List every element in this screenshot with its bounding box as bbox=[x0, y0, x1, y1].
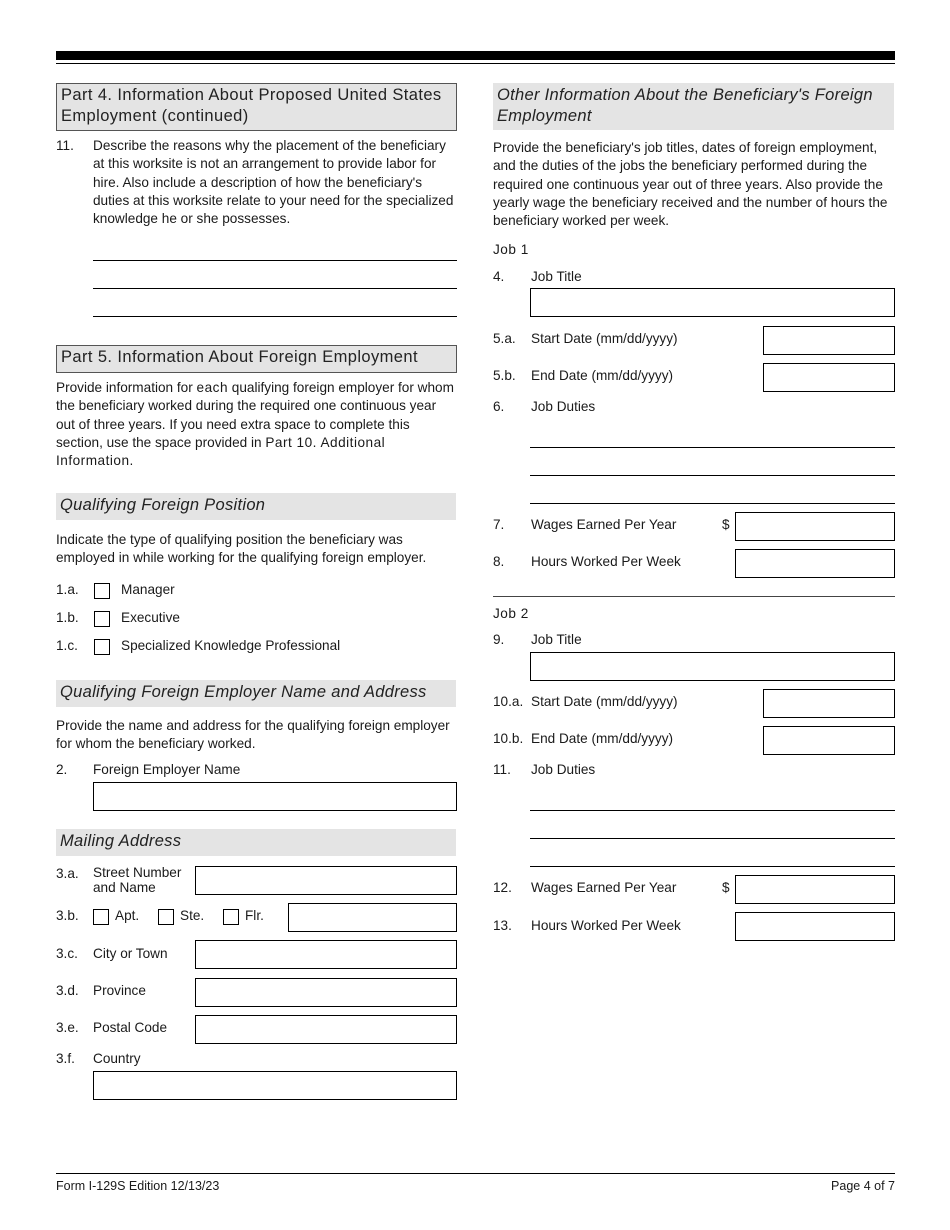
part5-intro bbox=[56, 379, 458, 470]
job1-duties-line-1[interactable] bbox=[530, 447, 895, 448]
qualifying-position-text: Indicate the type of qualifying position the beneficiary was employed in while working for the qualifying foreign employer. bbox=[56, 532, 427, 566]
part5-intro-ref: Part 10. Additional Information bbox=[56, 434, 386, 469]
apt-number: 3.b. bbox=[56, 908, 79, 923]
item-11-line-2[interactable] bbox=[93, 288, 457, 289]
province-label: Province bbox=[93, 983, 146, 998]
item-11-line-3[interactable] bbox=[93, 316, 457, 317]
manager-checkbox[interactable] bbox=[94, 583, 110, 599]
employer-text: Provide the name and address for the qualifying foreign employer for whom the beneficiary worked. bbox=[56, 718, 450, 752]
part5-intro-each: each bbox=[196, 380, 229, 395]
employer-header: Qualifying Foreign Employer Name and Address bbox=[56, 680, 456, 707]
job2-wages-number: 12. bbox=[493, 880, 512, 895]
option-manager-number: 1.a. bbox=[56, 582, 79, 597]
province-input[interactable] bbox=[195, 978, 457, 1007]
job2-dollar-sign: $ bbox=[722, 880, 730, 895]
job1-hours-number: 8. bbox=[493, 554, 505, 569]
country-label: Country bbox=[93, 1051, 141, 1066]
city-input[interactable] bbox=[195, 940, 457, 969]
part5-intro-a: Provide information for bbox=[56, 380, 197, 395]
job2-start-number: 10.a. bbox=[493, 694, 524, 709]
option-manager-label: Manager bbox=[121, 582, 175, 597]
city-number: 3.c. bbox=[56, 946, 78, 961]
country-number: 3.f. bbox=[56, 1051, 75, 1066]
job1-start-label: Start Date (mm/dd/yyyy) bbox=[531, 331, 678, 346]
part4-header: Part 4. Information About Proposed United States Employment (continued) bbox=[56, 83, 457, 131]
job2-hours-label: Hours Worked Per Week bbox=[531, 918, 681, 933]
job2-start-label: Start Date (mm/dd/yyyy) bbox=[531, 694, 678, 709]
footer-form-edition: Form I-129S Edition 12/13/23 bbox=[56, 1179, 220, 1193]
job2-end-label: End Date (mm/dd/yyyy) bbox=[531, 731, 674, 746]
job2-duties-number: 11. bbox=[493, 762, 511, 777]
job2-duties-line-3[interactable] bbox=[530, 866, 895, 867]
qualifying-position-header: Qualifying Foreign Position bbox=[56, 493, 456, 520]
job2-start-date-input[interactable] bbox=[763, 689, 895, 718]
job1-title-input[interactable] bbox=[530, 288, 895, 317]
province-number: 3.d. bbox=[56, 983, 79, 998]
job2-title-number: 9. bbox=[493, 632, 505, 647]
footer-page-number: Page 4 of 7 bbox=[831, 1179, 895, 1193]
job1-duties-number: 6. bbox=[493, 399, 505, 414]
job2-title-label: Job Title bbox=[531, 632, 582, 647]
part5-intro-b: qualifying foreign employer for whom the beneficiary worked during the required one continuous year out of three years. If you need extra space to complete this section, use the space provided in bbox=[56, 380, 454, 450]
job2-duties-line-2[interactable] bbox=[530, 838, 895, 839]
job2-hours-number: 13. bbox=[493, 918, 512, 933]
item-11-number: 11. bbox=[56, 138, 74, 153]
job2-heading: Job 2 bbox=[493, 606, 529, 621]
job1-duties-line-2[interactable] bbox=[530, 475, 895, 476]
job1-end-date-input[interactable] bbox=[763, 363, 895, 392]
job1-title-number: 4. bbox=[493, 269, 505, 284]
employer-name-number: 2. bbox=[56, 762, 68, 777]
employer-name-label: Foreign Employer Name bbox=[93, 762, 241, 777]
postal-code-input[interactable] bbox=[195, 1015, 457, 1044]
job1-hours-input[interactable] bbox=[735, 549, 895, 578]
ste-label: Ste. bbox=[180, 908, 205, 923]
job2-end-date-input[interactable] bbox=[763, 726, 895, 755]
job1-wages-input[interactable] bbox=[735, 512, 895, 541]
country-input[interactable] bbox=[93, 1071, 457, 1100]
job1-heading: Job 1 bbox=[493, 242, 529, 257]
job1-end-label: End Date (mm/dd/yyyy) bbox=[531, 368, 674, 383]
job-separator bbox=[493, 596, 895, 597]
job1-wages-number: 7. bbox=[493, 517, 505, 532]
executive-checkbox[interactable] bbox=[94, 611, 110, 627]
part5-intro-end: . bbox=[129, 453, 134, 469]
header-thin-rule bbox=[56, 63, 895, 64]
other-info-text: Provide the beneficiary's job titles, dates of foreign employment, and the duties of the jobs the beneficiary performed during the required one continuous year out of three years. Also provide the yearly wage the beneficiary received and the number of hours the beneficiary worked per week. bbox=[493, 140, 888, 229]
mailing-address-header: Mailing Address bbox=[56, 829, 456, 856]
footer-rule bbox=[56, 1173, 895, 1174]
job1-end-number: 5.b. bbox=[493, 368, 516, 383]
option-specialized-label: Specialized Knowledge Professional bbox=[121, 638, 341, 653]
other-info-header: Other Information About the Beneficiary's Foreign Employment bbox=[493, 83, 894, 130]
job2-title-input[interactable] bbox=[530, 652, 895, 681]
job2-wages-input[interactable] bbox=[735, 875, 895, 904]
header-thick-rule bbox=[56, 51, 895, 60]
item-11-line-1[interactable] bbox=[93, 260, 457, 261]
job2-duties-label: Job Duties bbox=[531, 762, 596, 777]
job1-duties-line-3[interactable] bbox=[530, 503, 895, 504]
street-number: 3.a. bbox=[56, 866, 79, 881]
option-executive-number: 1.b. bbox=[56, 610, 79, 625]
street-input[interactable] bbox=[195, 866, 457, 895]
job1-dollar-sign: $ bbox=[722, 517, 730, 532]
specialized-knowledge-checkbox[interactable] bbox=[94, 639, 110, 655]
employer-name-input[interactable] bbox=[93, 782, 457, 811]
postal-code-label: Postal Code bbox=[93, 1020, 168, 1035]
item-11-text: Describe the reasons why the placement of the beneficiary at this worksite is not an arrangement to provide labor for hire. Also include a description of how the beneficiary's duties at this worksite relate to your need for the specialized knowledge he or she possesses. bbox=[93, 138, 454, 227]
flr-checkbox[interactable] bbox=[223, 909, 239, 925]
job2-hours-input[interactable] bbox=[735, 912, 895, 941]
street-label: Street Number and Name bbox=[93, 865, 182, 895]
apt-checkbox[interactable] bbox=[93, 909, 109, 925]
job1-title-label: Job Title bbox=[531, 269, 582, 284]
job1-duties-label: Job Duties bbox=[531, 399, 596, 414]
option-executive-label: Executive bbox=[121, 610, 180, 625]
flr-label: Flr. bbox=[245, 908, 264, 923]
job1-hours-label: Hours Worked Per Week bbox=[531, 554, 681, 569]
job2-wages-label: Wages Earned Per Year bbox=[531, 880, 677, 895]
job1-start-date-input[interactable] bbox=[763, 326, 895, 355]
part5-header: Part 5. Information About Foreign Employment bbox=[56, 345, 457, 373]
option-specialized-number: 1.c. bbox=[56, 638, 78, 653]
ste-checkbox[interactable] bbox=[158, 909, 174, 925]
job1-start-number: 5.a. bbox=[493, 331, 516, 346]
job2-duties-line-1[interactable] bbox=[530, 810, 895, 811]
job2-end-number: 10.b. bbox=[493, 731, 524, 746]
apt-number-input[interactable] bbox=[288, 903, 457, 932]
job1-wages-label: Wages Earned Per Year bbox=[531, 517, 677, 532]
postal-code-number: 3.e. bbox=[56, 1020, 79, 1035]
city-label: City or Town bbox=[93, 946, 168, 961]
apt-label: Apt. bbox=[115, 908, 140, 923]
